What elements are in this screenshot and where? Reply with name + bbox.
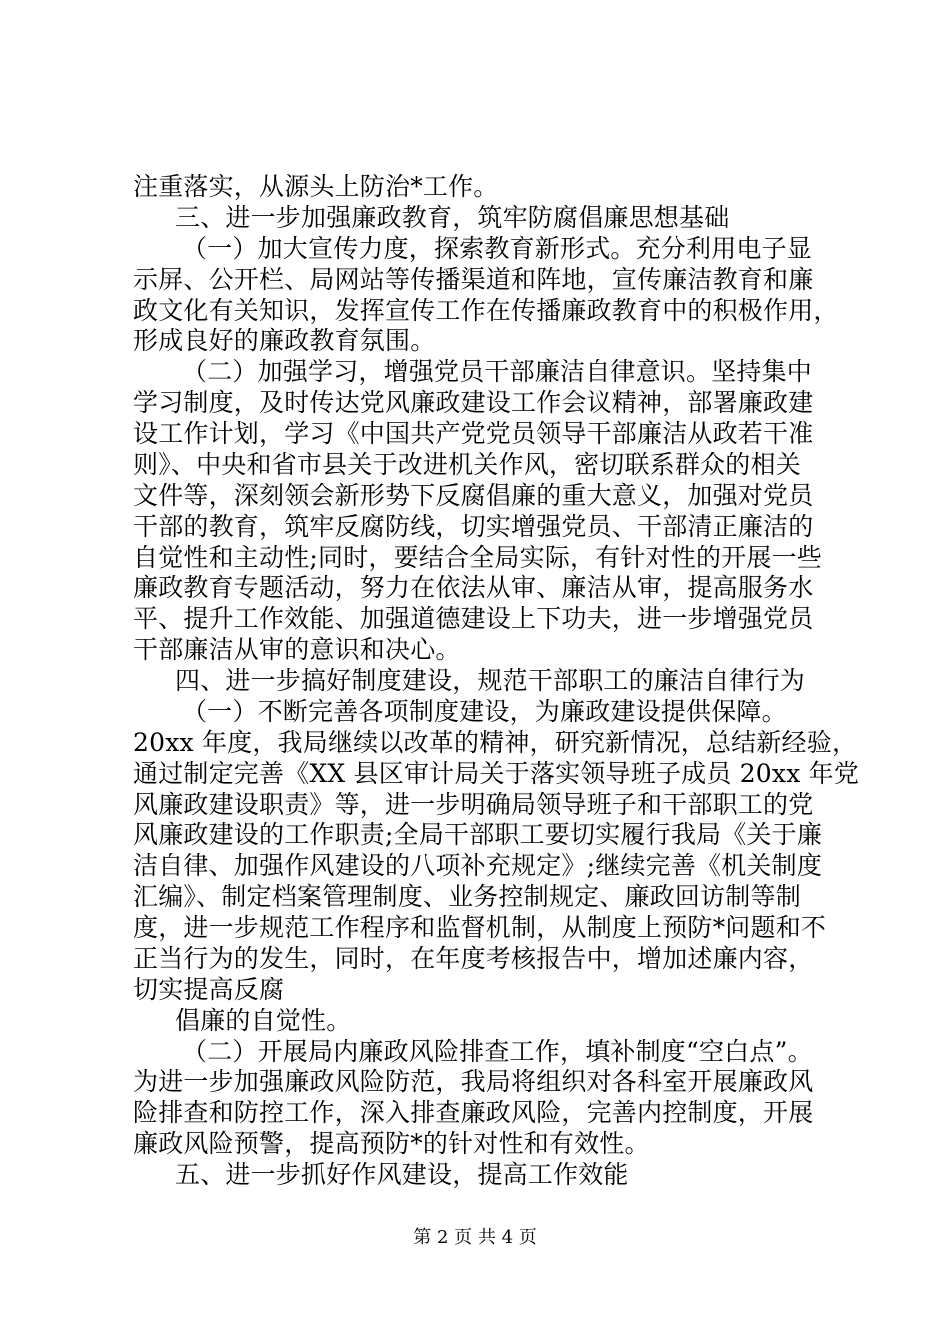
text-line: 通过制定完善《XX 县区审计局关于落实领导班子成员 20xx 年党 — [133, 759, 860, 788]
text-line: （二）加强学习，增强党员干部廉洁自律意识。坚持集中 — [182, 357, 813, 386]
text-line: 设工作计划，学习《中国共产党党员领导干部廉洁从政若干准 — [133, 419, 814, 448]
text-line: 汇编》、制定档案管理制度、业务控制规定、廉政回访制等制 — [133, 882, 801, 911]
text-line: 干部廉洁从审的意识和决心。 — [133, 635, 461, 664]
text-line: 20xx 年度，我局继续以改革的精神，研究新情况，总结新经验， — [133, 728, 858, 757]
text-line: 自觉性和主动性;同时，要结合全局实际，有针对性的开展一些 — [133, 543, 823, 572]
text-line: 学习制度，及时传达党风廉政建设工作会议精神，部署廉政建 — [133, 388, 814, 417]
text-line: （一）不断完善各项制度建设，为廉政建设提供保障。 — [182, 697, 787, 726]
section-heading: 四、进一步搞好制度建设，规范干部职工的廉洁自律行为 — [175, 666, 806, 695]
text-line: 文件等，深刻领会新形势下反腐倡廉的重大意义，加强对党员 — [133, 481, 814, 510]
text-line: 洁自律、加强作风建设的八项补充规定》;继续完善《机关制度 — [133, 851, 823, 880]
text-line: 政文化有关知识，发挥宣传工作在传播廉政教育中的积极作用， — [133, 296, 839, 325]
text-line: （一）加大宣传力度，探索教育新形式。充分利用电子显 — [182, 234, 813, 263]
text-line: 切实提高反腐 — [133, 975, 285, 1004]
section-heading: 五、进一步抓好作风建设，提高工作效能 — [175, 1160, 629, 1189]
page-number: 第 2 页 共 4 页 — [413, 1227, 537, 1248]
text-line: 险排查和防控工作，深入排查廉政风险，完善内控制度，开展 — [133, 1098, 814, 1127]
text-line: 注重落实，从源头上防治*工作。 — [133, 172, 499, 201]
text-line: 风廉政建设职责》等，进一步明确局领导班子和干部职工的党 — [133, 790, 814, 819]
text-line: 为进一步加强廉政风险防范，我局将组织对各科室开展廉政风 — [133, 1067, 814, 1096]
text-line: 形成良好的廉政教育氛围。 — [133, 326, 436, 355]
text-line: 示屏、公开栏、局网站等传播渠道和阵地，宣传廉洁教育和廉 — [133, 265, 814, 294]
text-line: 倡廉的自觉性。 — [175, 1006, 352, 1035]
text-line: 则》、中央和省市县关于改进机关作风，密切联系群众的相关 — [133, 450, 801, 479]
text-line: 风廉政建设的工作职责;全局干部职工要切实履行我局《关于廉 — [133, 820, 823, 849]
text-line: 干部的教育，筑牢反腐防线，切实增强党员、干部清正廉洁的 — [133, 512, 814, 541]
text-line: 廉政风险预警，提高预防*的针对性和有效性。 — [133, 1129, 650, 1158]
text-line: 度，进一步规范工作程序和监督机制，从制度上预防*问题和不 — [133, 913, 827, 942]
section-heading: 三、进一步加强廉政教育，筑牢防腐倡廉思想基础 — [175, 203, 730, 232]
text-line: （二）开展局内廉政风险排查工作，填补制度“空白点”。 — [182, 1037, 813, 1066]
text-line: 平、提升工作效能、加强道德建设上下功夫，进一步增强党员 — [133, 604, 814, 633]
text-line: 廉政教育专题活动，努力在依法从审、廉洁从审，提高服务水 — [133, 573, 814, 602]
text-line: 正当行为的发生，同时，在年度考核报告中，增加述廉内容， — [133, 944, 814, 973]
